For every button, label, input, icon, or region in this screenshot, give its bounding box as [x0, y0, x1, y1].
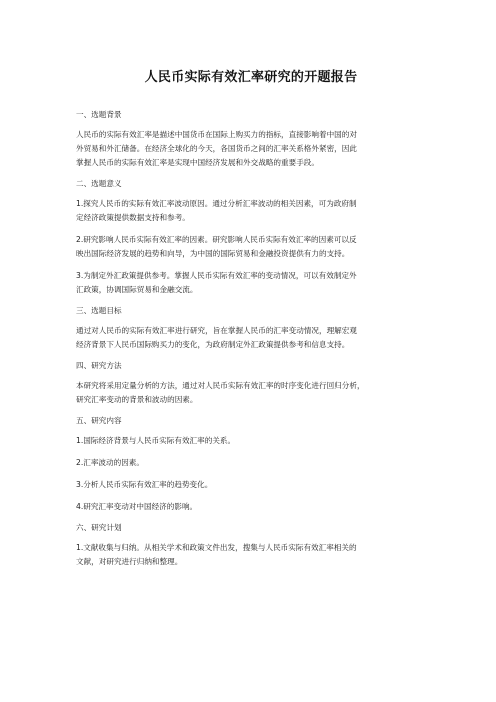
- paragraph-line: 1.国际经济背景与人民币实际有效汇率的关系。: [76, 436, 236, 445]
- paragraph: [76, 233, 426, 261]
- paragraph-line: 定经济政策提供数据支持和参考。: [76, 213, 190, 222]
- paragraph: [76, 128, 426, 170]
- section-heading: 六、研究计划: [76, 523, 122, 532]
- paragraph-line: 通过对人民币的实际有效汇率进行研究，旨在掌握人民币的汇率变动情况，理解宏观: [76, 326, 357, 335]
- section-3: [76, 305, 426, 352]
- paragraph: [76, 434, 426, 448]
- section-2: [76, 178, 426, 297]
- section-heading: 五、研究内容: [76, 416, 122, 425]
- paragraph-line: 外贸易和外汇储备。在经济全球化的今天，各国货币之间的汇率关系格外紧密，因此: [76, 144, 357, 153]
- paragraph: [76, 269, 426, 297]
- paragraph-line: 2.研究影响人民币实际有效汇率的因素。研究影响人民币实际有效汇率的因素可以反: [76, 235, 357, 244]
- section-6: [76, 522, 426, 569]
- paragraph-line: 3.为制定外汇政策提供参考。掌握人民币实际有效汇率的变动情况，可以有效制定外: [76, 271, 357, 280]
- paragraph-line: 映出国际经济发展的趋势和向导，为中国的国际贸易和金融投资提供有力的支持。: [76, 249, 350, 258]
- paragraph-line: 3.分析人民币实际有效汇率的趋势变化。: [76, 480, 213, 489]
- paragraph-line: 4.研究汇率变动对中国经济的影响。: [76, 502, 198, 511]
- paragraph: [76, 541, 426, 569]
- section-heading: 一、选题背景: [76, 110, 122, 119]
- paragraph-line: 研究汇率变动的背景和波动的因素。: [76, 395, 198, 404]
- paragraph: [76, 456, 426, 470]
- paragraph-line: 本研究将采用定量分析的方法，通过对人民币实际有效汇率的时序变化进行回归分析，: [76, 381, 365, 390]
- paragraph-line: 经济背景下人民币国际购买力的变化，为政府制定外汇政策提供参考和信息支持。: [76, 340, 350, 349]
- section-heading: 三、选题目标: [76, 306, 122, 315]
- document-title: 人民币实际有效汇率研究的开题报告: [144, 70, 358, 85]
- section-5: [76, 415, 426, 514]
- paragraph-line: 掌握人民币的实际有效汇率是实现中国经济发展和外交战略的重要手段。: [76, 158, 319, 167]
- paragraph-line: 1.探究人民币的实际有效汇率波动原因。通过分析汇率波动的相关因素，可为政府制: [76, 199, 357, 208]
- paragraph: [76, 500, 426, 514]
- paragraph-line: 汇政策，协调国际贸易和金融交流。: [76, 285, 198, 294]
- section-4: [76, 360, 426, 407]
- paragraph-line: 人民币的实际有效汇率是描述中国货币在国际上购买力的指标，直接影响着中国的对: [76, 130, 357, 139]
- paragraph: [76, 478, 426, 492]
- paragraph: [76, 379, 426, 407]
- paragraph-line: 2.汇率波动的因素。: [76, 458, 144, 467]
- paragraph-line: 文献，对研究进行归纳和整理。: [76, 557, 183, 566]
- paragraph: [76, 324, 426, 352]
- section-1: [76, 109, 426, 170]
- paragraph: [76, 197, 426, 225]
- document-body: [76, 109, 426, 569]
- section-heading: 二、选题意义: [76, 179, 122, 188]
- paragraph-line: 1.文献收集与归纳。从相关学术和政策文件出发，搜集与人民币实际有效汇率相关的: [76, 543, 357, 552]
- section-heading: 四、研究方法: [76, 361, 122, 370]
